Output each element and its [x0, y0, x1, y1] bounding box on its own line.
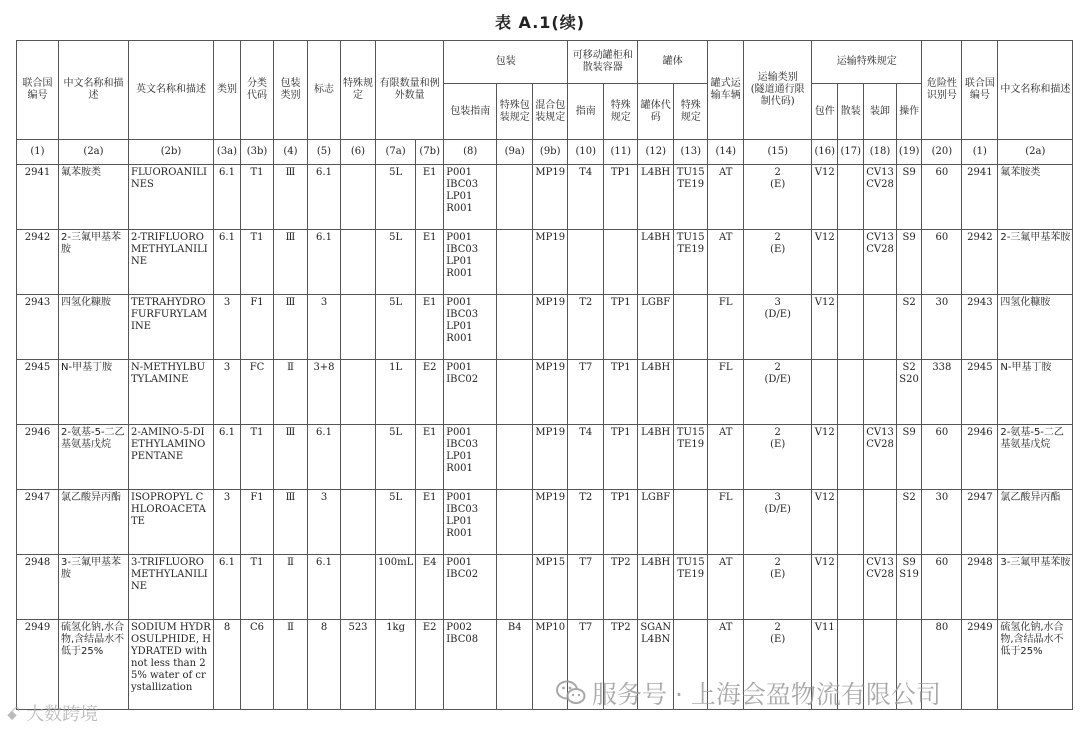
- table-cell: P002 IBC08: [444, 620, 497, 710]
- table-cell: 2942: [962, 230, 998, 295]
- table-cell: B4: [497, 620, 533, 710]
- table-cell: E4: [416, 555, 444, 620]
- table-cell: FL: [708, 360, 744, 425]
- table-row: [17, 490, 1073, 555]
- table-cell: [838, 295, 864, 360]
- table-cell: [674, 295, 708, 360]
- table-cell: CV13 CV28: [864, 230, 897, 295]
- table-cell: MP10: [533, 620, 568, 710]
- table-cell: FL: [708, 295, 744, 360]
- table-cell: 氯乙酸异丙酯: [59, 490, 129, 555]
- table-cell: 1kg: [376, 620, 416, 710]
- table-cell: 2946: [17, 425, 59, 490]
- table-cell: [341, 230, 376, 295]
- column-number: (18): [864, 140, 897, 165]
- table-cell: 2949: [962, 620, 998, 710]
- table-cell: 2949: [17, 620, 59, 710]
- table-cell: [864, 490, 897, 555]
- table-cell: 2948: [962, 555, 998, 620]
- table-cell: 60: [922, 165, 962, 230]
- table-cell: 5L: [376, 165, 416, 230]
- table-cell: T1: [241, 555, 274, 620]
- table-cell: 2945: [17, 360, 59, 425]
- table-cell: L4BH: [638, 555, 674, 620]
- table-cell: TP1: [604, 490, 638, 555]
- table-cell: 3: [308, 295, 341, 360]
- watermark-text: 服务号 · 上海会盈物流有限公司: [592, 680, 941, 709]
- table-cell: 3: [308, 490, 341, 555]
- table-cell: 2946: [962, 425, 998, 490]
- table-cell: MP15: [533, 555, 568, 620]
- table-cell: 2948: [17, 555, 59, 620]
- table-cell: [864, 295, 897, 360]
- table-cell: [568, 230, 604, 295]
- table-cell: AT: [708, 230, 744, 295]
- table-cell: [497, 295, 533, 360]
- table-cell: [604, 230, 638, 295]
- table-cell: 2 (E): [744, 425, 812, 490]
- table-cell: 四氢化糠胺: [59, 295, 129, 360]
- table-cell: TU15 TE19: [674, 425, 708, 490]
- table-cell: 2941: [962, 165, 998, 230]
- table-cell: Ⅲ: [274, 490, 308, 555]
- header-class-code: 分类代码: [241, 41, 274, 140]
- column-number: (19): [896, 140, 922, 165]
- column-number: (8): [444, 140, 497, 165]
- column-number: (14): [708, 140, 744, 165]
- table-cell: TU15 TE19: [674, 555, 708, 620]
- table-cell: V12: [812, 230, 838, 295]
- table-cell: L4BH: [638, 165, 674, 230]
- table-cell: TU15 TE19: [674, 230, 708, 295]
- table-cell: E2: [416, 360, 444, 425]
- table-row: [17, 425, 1073, 490]
- table-cell: 2-TRIFLUOROMETHYLANILINE: [129, 230, 214, 295]
- table-cell: S2: [896, 295, 922, 360]
- table-cell: 60: [922, 425, 962, 490]
- column-number: (15): [744, 140, 812, 165]
- table-cell: 3-三氟甲基苯胺: [998, 555, 1073, 620]
- header-tank-code: 罐体代码: [638, 84, 674, 140]
- table-cell: 3 (D/E): [744, 295, 812, 360]
- table-cell: T1: [241, 165, 274, 230]
- table-cell: 6.1: [214, 230, 241, 295]
- column-number: (9a): [497, 140, 533, 165]
- table-cell: 氯乙酸异丙酯: [998, 490, 1073, 555]
- header-limited-quantities: 有限数量和例外数量: [376, 41, 444, 140]
- table-cell: S9 S19: [896, 555, 922, 620]
- table-cell: 338: [922, 360, 962, 425]
- table-cell: T7: [568, 360, 604, 425]
- table-cell: 2943: [962, 295, 998, 360]
- table-cell: [838, 230, 864, 295]
- table-cell: S2: [896, 490, 922, 555]
- table-cell: [838, 555, 864, 620]
- table-cell: 2 (E): [744, 230, 812, 295]
- column-number: (10): [568, 140, 604, 165]
- table-cell: 60: [922, 555, 962, 620]
- table-cell: L4BH: [638, 230, 674, 295]
- table-cell: 3 (D/E): [744, 490, 812, 555]
- table-cell: 6.1: [308, 555, 341, 620]
- table-cell: Ⅱ: [274, 555, 308, 620]
- table-cell: TP2: [604, 620, 638, 710]
- table-cell: TP1: [604, 165, 638, 230]
- table-cell: 2 (D/E): [744, 360, 812, 425]
- column-number: (20): [922, 140, 962, 165]
- header-tunnel-code: (隧道通行限制代码): [750, 84, 805, 107]
- table-cell: F1: [241, 295, 274, 360]
- table-cell: S9: [896, 230, 922, 295]
- table-cell: 2-氨基-5-二乙基氨基戊烷: [59, 425, 129, 490]
- header-transport-special: 运输特殊规定: [812, 41, 922, 84]
- table-row: [17, 165, 1073, 230]
- table-cell: 2 (E): [744, 620, 812, 710]
- table-cell: TU15 TE19: [674, 165, 708, 230]
- table-cell: 6.1: [214, 555, 241, 620]
- header-hazard-id: 危险性识别号: [922, 41, 962, 140]
- column-number: (5): [308, 140, 341, 165]
- table-cell: 氟苯胺类: [998, 165, 1073, 230]
- table-cell: MP19: [533, 165, 568, 230]
- column-number: (7b): [416, 140, 444, 165]
- table-cell: AT: [708, 620, 744, 710]
- header-transport-category: [744, 41, 812, 140]
- header-special-provisions: 特殊规定: [341, 41, 376, 140]
- table-cell: 30: [922, 295, 962, 360]
- table-cell: P001 IBC03 LP01 R001: [444, 295, 497, 360]
- table-cell: LGBF: [638, 490, 674, 555]
- table-cell: 6.1: [214, 165, 241, 230]
- table-cell: S9: [896, 165, 922, 230]
- table-cell: V12: [812, 555, 838, 620]
- table-cell: 硫氢化钠,水合物,含结晶水不低于25%: [998, 620, 1073, 710]
- column-number: (17): [838, 140, 864, 165]
- table-cell: T7: [568, 555, 604, 620]
- table-cell: N-甲基丁胺: [59, 360, 129, 425]
- table-cell: [341, 490, 376, 555]
- table-cell: 30: [922, 490, 962, 555]
- header-un-no-2: 联合国编号: [962, 41, 998, 140]
- table-cell: SODIUM HYDROSULPHIDE, HYDRATED with not less than 25% water of crystallization: [129, 620, 214, 710]
- table-cell: 5L: [376, 230, 416, 295]
- table-cell: AT: [708, 425, 744, 490]
- table-cell: 2942: [17, 230, 59, 295]
- table-cell: MP19: [533, 360, 568, 425]
- column-number: (2a): [59, 140, 129, 165]
- header-transport-category-label: 运输类别: [757, 72, 798, 83]
- table-body: [17, 165, 1073, 710]
- table-cell: CV13 CV28: [864, 165, 897, 230]
- table-cell: 6.1: [308, 230, 341, 295]
- table-cell: MP19: [533, 230, 568, 295]
- header-label: 标志: [308, 41, 341, 140]
- table-cell: T4: [568, 425, 604, 490]
- column-number: (3a): [214, 140, 241, 165]
- table-cell: V12: [812, 165, 838, 230]
- wechat-icon: [556, 680, 586, 712]
- table-cell: TP2: [604, 555, 638, 620]
- table-cell: F1: [241, 490, 274, 555]
- header-tank-special: 特殊规定: [674, 84, 708, 140]
- table-cell: 2-氨基-5-二乙基氨基戊烷: [998, 425, 1073, 490]
- table-cell: [838, 425, 864, 490]
- table-cell: T4: [568, 165, 604, 230]
- table-cell: FC: [241, 360, 274, 425]
- table-cell: 氟苯胺类: [59, 165, 129, 230]
- table-cell: E2: [416, 620, 444, 710]
- table-cell: 2941: [17, 165, 59, 230]
- column-number: (7a): [376, 140, 416, 165]
- header-packaging: 包装: [444, 41, 568, 84]
- table-cell: FLUOROANILINES: [129, 165, 214, 230]
- header-loading: 装卸: [864, 84, 897, 140]
- table-cell: CV13 CV28: [864, 555, 897, 620]
- header-mixed-packing: 混合包装规定: [533, 84, 568, 140]
- column-number: (1): [962, 140, 998, 165]
- table-cell: 2943: [17, 295, 59, 360]
- table-cell: Ⅲ: [274, 425, 308, 490]
- table-cell: N-METHYLBUTYLAMINE: [129, 360, 214, 425]
- table-cell: SGAN L4BN: [638, 620, 674, 710]
- table-cell: 2 (E): [744, 165, 812, 230]
- table-cell: 2 (E): [744, 555, 812, 620]
- column-number: (6): [341, 140, 376, 165]
- table-cell: [812, 360, 838, 425]
- table-cell: 2945: [962, 360, 998, 425]
- table-cell: 60: [922, 230, 962, 295]
- table-cell: MP19: [533, 425, 568, 490]
- table-cell: [341, 425, 376, 490]
- table-cell: P001 IBC02: [444, 555, 497, 620]
- table-cell: 8: [214, 620, 241, 710]
- header-cn-name: 中文名称和描述: [59, 41, 129, 140]
- table-cell: P001 IBC02: [444, 360, 497, 425]
- table-cell: 四氢化糠胺: [998, 295, 1073, 360]
- watermark-2-text: 大数跨境: [26, 704, 99, 725]
- table-cell: V12: [812, 295, 838, 360]
- table-cell: [497, 230, 533, 295]
- table-cell: [497, 490, 533, 555]
- table-cell: P001 IBC03 LP01 R001: [444, 425, 497, 490]
- table-cell: [838, 165, 864, 230]
- table-cell: E1: [416, 425, 444, 490]
- table-cell: [497, 425, 533, 490]
- table-cell: AT: [708, 555, 744, 620]
- table-cell: V12: [812, 425, 838, 490]
- brand-icon: ꗃ: [6, 704, 27, 725]
- column-number: (2a): [998, 140, 1073, 165]
- table-cell: 3+8: [308, 360, 341, 425]
- table-cell: Ⅱ: [274, 360, 308, 425]
- table-cell: 5L: [376, 295, 416, 360]
- table-cell: 2-AMINO-5-DIETHYLAMINOPENTANE: [129, 425, 214, 490]
- table-cell: [838, 360, 864, 425]
- table-cell: [674, 490, 708, 555]
- header-portable-special: 特殊规定: [604, 84, 638, 140]
- table-cell: S2 S20: [896, 360, 922, 425]
- table-cell: 5L: [376, 490, 416, 555]
- table-cell: 3-三氟甲基苯胺: [59, 555, 129, 620]
- table-cell: Ⅲ: [274, 230, 308, 295]
- watermark-2: [6, 700, 98, 726]
- table-row: [17, 555, 1073, 620]
- table-cell: Ⅲ: [274, 165, 308, 230]
- table-cell: 2947: [17, 490, 59, 555]
- column-number: (2b): [129, 140, 214, 165]
- header-portable-tanks: 可移动罐柜和散装容器: [568, 41, 638, 84]
- column-number: (1): [17, 140, 59, 165]
- table-title: 表 A.1(续): [494, 13, 586, 32]
- column-number: (11): [604, 140, 638, 165]
- column-number: (13): [674, 140, 708, 165]
- table-cell: T2: [568, 295, 604, 360]
- table-cell: 1L: [376, 360, 416, 425]
- header-class: 类别: [214, 41, 241, 140]
- table-cell: 6.1: [308, 425, 341, 490]
- column-number: (3b): [241, 140, 274, 165]
- table-cell: 3: [214, 360, 241, 425]
- table-cell: 3: [214, 490, 241, 555]
- header-operation: 操作: [896, 84, 922, 140]
- table-cell: E1: [416, 230, 444, 295]
- table-cell: 2-三氟甲基苯胺: [998, 230, 1073, 295]
- column-number: (9b): [533, 140, 568, 165]
- table-cell: C6: [241, 620, 274, 710]
- table-cell: [341, 360, 376, 425]
- table-cell: E1: [416, 295, 444, 360]
- table-cell: 8: [308, 620, 341, 710]
- table-cell: LGBF: [638, 295, 674, 360]
- table-cell: V11: [812, 620, 838, 710]
- table-cell: 80: [922, 620, 962, 710]
- header-tank-vehicle: 罐式运输车辆: [708, 41, 744, 140]
- header-en-name: 英文名称和描述: [129, 41, 214, 140]
- table-cell: V12: [812, 490, 838, 555]
- table-cell: CV13 CV28: [864, 425, 897, 490]
- table-cell: 100mL: [376, 555, 416, 620]
- dangerous-goods-table: [16, 40, 1073, 710]
- table-cell: S9: [896, 425, 922, 490]
- table-cell: 6.1: [214, 425, 241, 490]
- table-cell: 2947: [962, 490, 998, 555]
- header-packing-group: 包装类别: [274, 41, 308, 140]
- table-row: [17, 295, 1073, 360]
- table-cell: [341, 555, 376, 620]
- table-cell: [864, 360, 897, 425]
- table-cell: N-甲基丁胺: [998, 360, 1073, 425]
- table-cell: E1: [416, 165, 444, 230]
- table-cell: E1: [416, 490, 444, 555]
- table-cell: TP1: [604, 295, 638, 360]
- table-cell: TP1: [604, 360, 638, 425]
- table-cell: 3: [214, 295, 241, 360]
- table-cell: [838, 490, 864, 555]
- column-number: (16): [812, 140, 838, 165]
- header-packages: 包件: [812, 84, 838, 140]
- table-cell: [497, 555, 533, 620]
- table-cell: T1: [241, 425, 274, 490]
- table-cell: TETRAHYDROFURFURYLAMINE: [129, 295, 214, 360]
- table-cell: [674, 360, 708, 425]
- table-cell: [497, 360, 533, 425]
- table-cell: P001 IBC03 LP01 R001: [444, 490, 497, 555]
- table-cell: MP19: [533, 295, 568, 360]
- table-cell: P001 IBC03 LP01 R001: [444, 230, 497, 295]
- table-cell: 硫氢化钠,水合物,含结晶水不低于25%: [59, 620, 129, 710]
- table-cell: TP1: [604, 425, 638, 490]
- watermark: [556, 675, 941, 712]
- header-cn-name-2: 中文名称和描述: [998, 41, 1073, 140]
- header-tank: 罐体: [638, 41, 708, 84]
- header-packing-instructions: 包装指南: [444, 84, 497, 140]
- header-portable-instructions: 指南: [568, 84, 604, 140]
- header-special-packing: 特殊包装规定: [497, 84, 533, 140]
- table-cell: T7: [568, 620, 604, 710]
- header-bulk: 散装: [838, 84, 864, 140]
- table-cell: Ⅱ: [274, 620, 308, 710]
- table-cell: 5L: [376, 425, 416, 490]
- table-cell: T1: [241, 230, 274, 295]
- column-number-row: [17, 140, 1073, 165]
- table-cell: [341, 165, 376, 230]
- table-cell: FL: [708, 490, 744, 555]
- table-cell: 6.1: [308, 165, 341, 230]
- table-cell: 2-三氟甲基苯胺: [59, 230, 129, 295]
- table-cell: 3-TRIFLUOROMETHYLANILINE: [129, 555, 214, 620]
- table-cell: T2: [568, 490, 604, 555]
- table-cell: Ⅲ: [274, 295, 308, 360]
- table-row: [17, 360, 1073, 425]
- table-cell: 523: [341, 620, 376, 710]
- table-cell: L4BH: [638, 360, 674, 425]
- table-cell: MP19: [533, 490, 568, 555]
- header-un-no: 联合国编号: [17, 41, 59, 140]
- column-number: (4): [274, 140, 308, 165]
- table-cell: AT: [708, 165, 744, 230]
- column-number: (12): [638, 140, 674, 165]
- table-row: [17, 230, 1073, 295]
- table-cell: [341, 295, 376, 360]
- table-cell: P001 IBC03 LP01 R001: [444, 165, 497, 230]
- table-cell: ISOPROPYL CHLOROACETATE: [129, 490, 214, 555]
- table-cell: [497, 165, 533, 230]
- table-cell: L4BH: [638, 425, 674, 490]
